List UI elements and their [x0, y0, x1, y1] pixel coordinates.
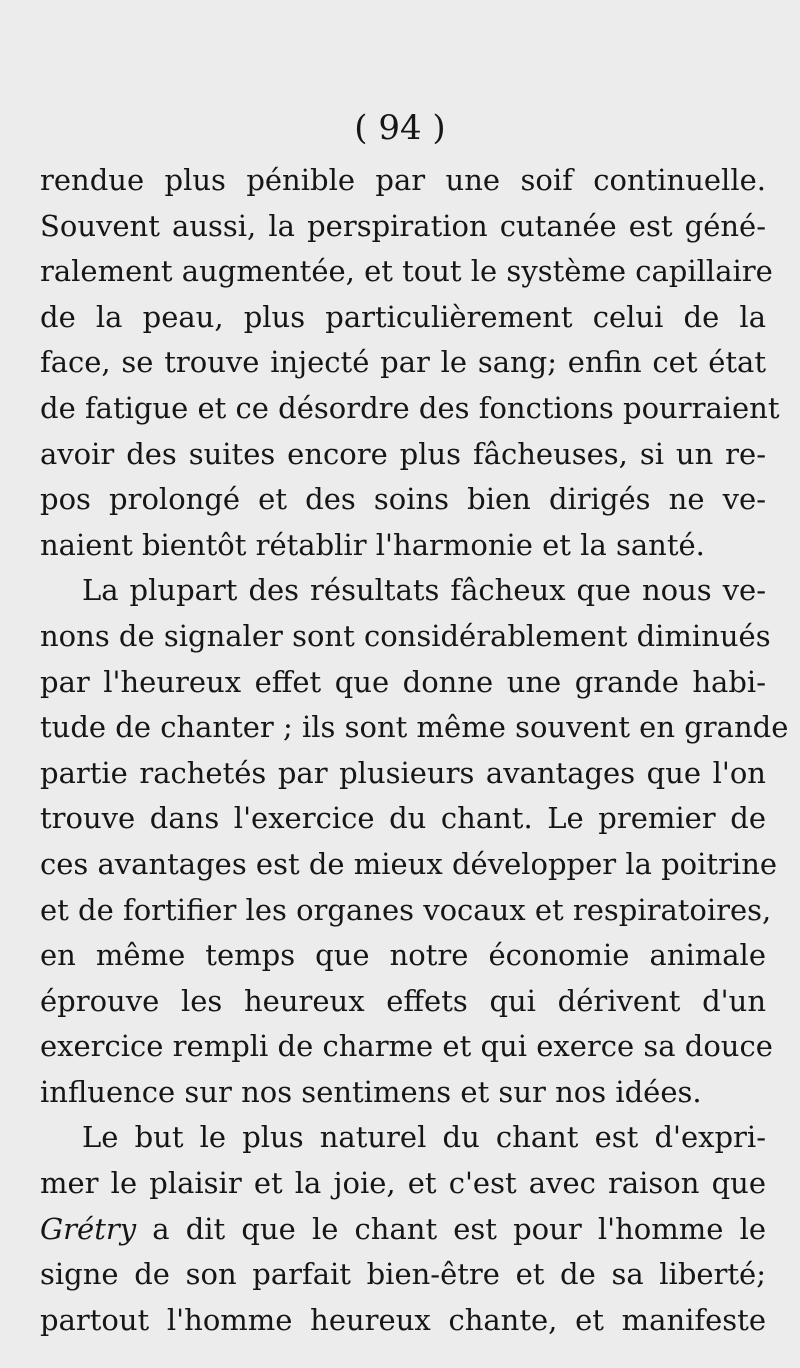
- text-line: face, se trouve injecté par le sang; enfin cet état: [40, 345, 766, 380]
- text-line: rendue plus pénible par une soif continuelle.: [40, 163, 766, 197]
- text-line: de fatigue et ce désordre des fonctions pourraient: [40, 390, 780, 425]
- text-line: ralement augmentée, et tout le système capillaire: [40, 254, 773, 289]
- text-line-with-name: [40, 1207, 766, 1253]
- text-line: de la peau, plus particulièrement celui de la: [40, 299, 766, 334]
- paragraph-1: [40, 158, 780, 568]
- text-line: ces avantages est de mieux développer la poitrine: [40, 846, 778, 881]
- text-line: La plupart des résultats fâcheux que nous ve-: [82, 573, 766, 608]
- text-line: exercice rempli de charme et qui exerce sa douce: [40, 1029, 773, 1064]
- paragraph-2: [40, 568, 789, 1115]
- text-line: avoir des suites encore plus fâcheuses, si un re-: [40, 436, 766, 471]
- text-line: mer le plaisir et la joie, et c'est avec raison que: [40, 1166, 766, 1201]
- text-line: éprouve les heureux effets qui dérivent d'un: [40, 983, 766, 1018]
- text-line: trouve dans l'exercice du chant. Le premier de: [40, 801, 766, 836]
- text-line: influence sur nos sentimens et sur nos idées.: [40, 1074, 702, 1109]
- text-line: partie rachetés par plusieurs avantages que l'on: [40, 755, 766, 790]
- body-text: [40, 158, 789, 1343]
- text-line: partout l'homme heureux chante, et manifeste: [40, 1302, 766, 1337]
- text-line: pos prolongé et des soins bien dirigés ne ve-: [40, 482, 766, 517]
- text-line: tude de chanter ; ils sont même souvent en grande: [40, 710, 789, 745]
- text-line: en même temps que notre économie animale: [40, 938, 766, 973]
- text-line: et de fortifier les organes vocaux et respiratoires,: [40, 892, 772, 927]
- paragraph-3: [40, 1115, 766, 1343]
- text-line: nons de signaler sont considérablement diminués: [40, 618, 771, 653]
- text-line-rest: a dit que le chant est pour l'homme le: [152, 1211, 766, 1246]
- text-line: Souvent aussi, la perspiration cutanée est géné-: [40, 208, 766, 243]
- page-number: ( 94 ): [354, 108, 446, 148]
- italic-name: Grétry: [40, 1211, 137, 1246]
- text-line: signe de son parfait bien-être et de sa liberté;: [40, 1257, 766, 1292]
- text-line: naient bientôt rétablir l'harmonie et la santé.: [40, 527, 705, 562]
- text-line: Le but le plus naturel du chant est d'expri-: [82, 1120, 766, 1155]
- text-line: par l'heureux effet que donne une grande habi-: [40, 664, 766, 699]
